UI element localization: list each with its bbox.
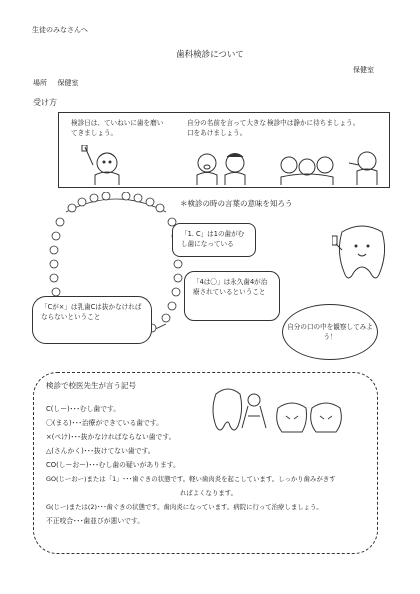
addressee: 生徒のみなさんへ [32,26,88,34]
mark-line-go: GO(じーおー)または「1」･･･歯ぐきの状態です。軽い歯肉炎を起こしています。しっかり歯みがきす [46,475,336,483]
how-to-heading: 受け方 [33,98,57,107]
mark-line-g: G(じー)または(2)･･･歯ぐきの状態です。歯肉炎になっています。病院に行って治療しましょう。 [46,503,323,511]
department-label: 保健室 [353,66,374,74]
mark-line-cross: ×(ぺけ)･･･抜かなければならない歯です。 [46,433,176,441]
step-3-text: 検診中は静かに待ちましょう。 [267,119,360,127]
mark-line-triangle: △(さんかく)･･･抜けてない歯です。 [46,447,155,455]
mark-line-go-cont: ればよくなります。 [180,489,238,497]
bubble-circle-meaning: 「4は〇」は永久歯4が治療されているということ [184,271,280,321]
mark-line-co: CO(しーおー)･･･むし歯の疑いがあります。 [46,461,180,469]
place-row [33,79,78,88]
place-value: 保健室 [57,79,79,87]
place-label: 場所 [33,79,47,87]
bubble-cross-meaning: 「Cが×」は乳歯Cは抜かなければならないということ [32,296,152,344]
tooth-character-icon [332,222,392,292]
students-illustration [67,145,389,185]
teeth-illustration [208,386,358,438]
mark-line-malocclusion: 不正咬合･･･歯並びが悪いです。 [46,517,145,525]
meanings-heading: ＊検診の時の言葉の意味を知ろう [180,199,293,208]
toothbrush-student-icon [82,145,119,185]
marks-heading: 検診で校医先生が言う記号 [46,381,136,390]
mark-line-circle: 〇(まる)･･･治療ができている歯です。 [46,419,163,427]
step-2-text: 自分の名前を言って大きな口をあけましょう。 [187,119,267,137]
mark-line-c: C(しー)･･･むし歯です。 [46,405,121,413]
speaking-students-icon [197,154,245,186]
step-1-text: 検診日は、ていねいに歯を磨いてきましょう。 [71,119,164,137]
observe-mouth-thought: 自分の口の中を観察してみよう！ [282,304,378,360]
page-title: 歯科検診について [176,50,244,60]
waiting-students-icon [281,152,377,185]
steps-box [58,112,390,188]
bubble-c-meaning: 「1. C」は1の歯がむし歯になっている [172,223,256,257]
